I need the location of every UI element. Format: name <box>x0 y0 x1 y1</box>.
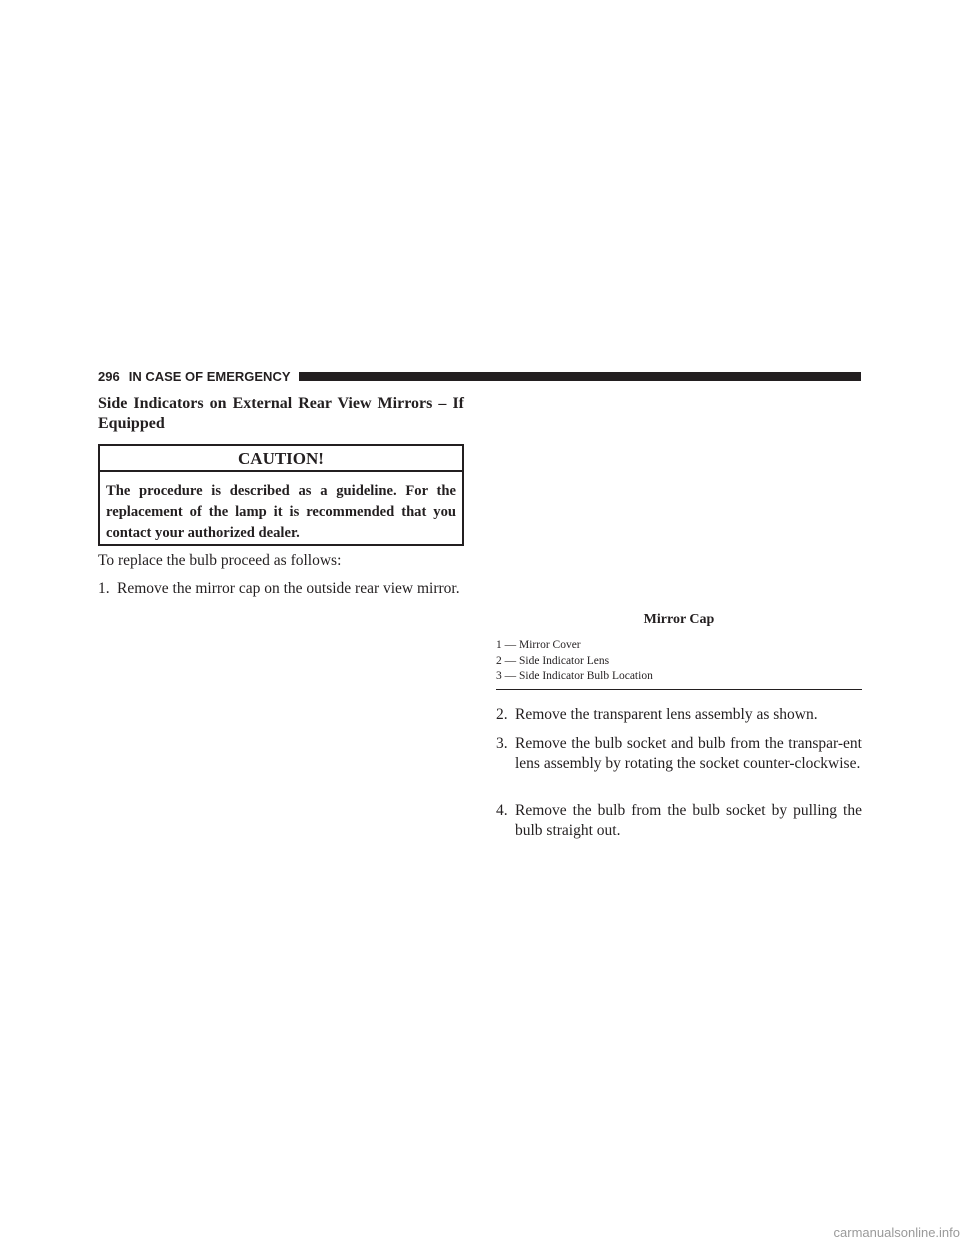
step-text: Remove the mirror cap on the outside rear view mirror. <box>117 580 460 597</box>
step-4 <box>496 801 862 841</box>
step-3 <box>496 734 862 774</box>
header-rule <box>299 372 862 381</box>
step-number: 3. <box>496 735 508 752</box>
caution-box <box>98 444 464 546</box>
section-title: IN CASE OF EMERGENCY <box>128 368 291 384</box>
intro-paragraph: To replace the bulb proceed as follows: <box>98 552 342 569</box>
legend-item: 2 — Side Indicator Lens <box>496 654 610 667</box>
legend-item: 3 — Side Indicator Bulb Location <box>496 670 653 682</box>
page-number: 296 <box>98 368 120 384</box>
watermark: carmanualsonline.info <box>833 1225 960 1240</box>
step-number: 4. <box>496 802 508 819</box>
step-text: Remove the bulb from the bulb socket by pulling the bulb straight out. <box>515 802 862 839</box>
step-number: 1. <box>98 580 110 597</box>
legend-item: 1 — Mirror Cover <box>496 639 581 651</box>
step-2 <box>496 705 862 725</box>
figure-caption: Mirror Cap <box>643 612 715 627</box>
caution-text: The procedure is described as a guideline. For the replacement of the lamp it is recommended that you contact your authorized dealer. <box>106 483 456 541</box>
step-1 <box>98 579 464 599</box>
step-number: 2. <box>496 706 508 723</box>
step-text: Remove the bulb socket and bulb from the transpar-ent lens assembly by rotating the socket counter-clockwise. <box>515 735 862 772</box>
figure-image-area <box>496 394 862 602</box>
page-header <box>98 368 861 384</box>
caution-title: CAUTION! <box>100 446 462 472</box>
step-text: Remove the transparent lens assembly as shown. <box>515 706 818 723</box>
figure-legend <box>496 638 862 690</box>
subsection-heading: Side Indicators on External Rear View Mirrors – If Equipped <box>98 395 464 432</box>
